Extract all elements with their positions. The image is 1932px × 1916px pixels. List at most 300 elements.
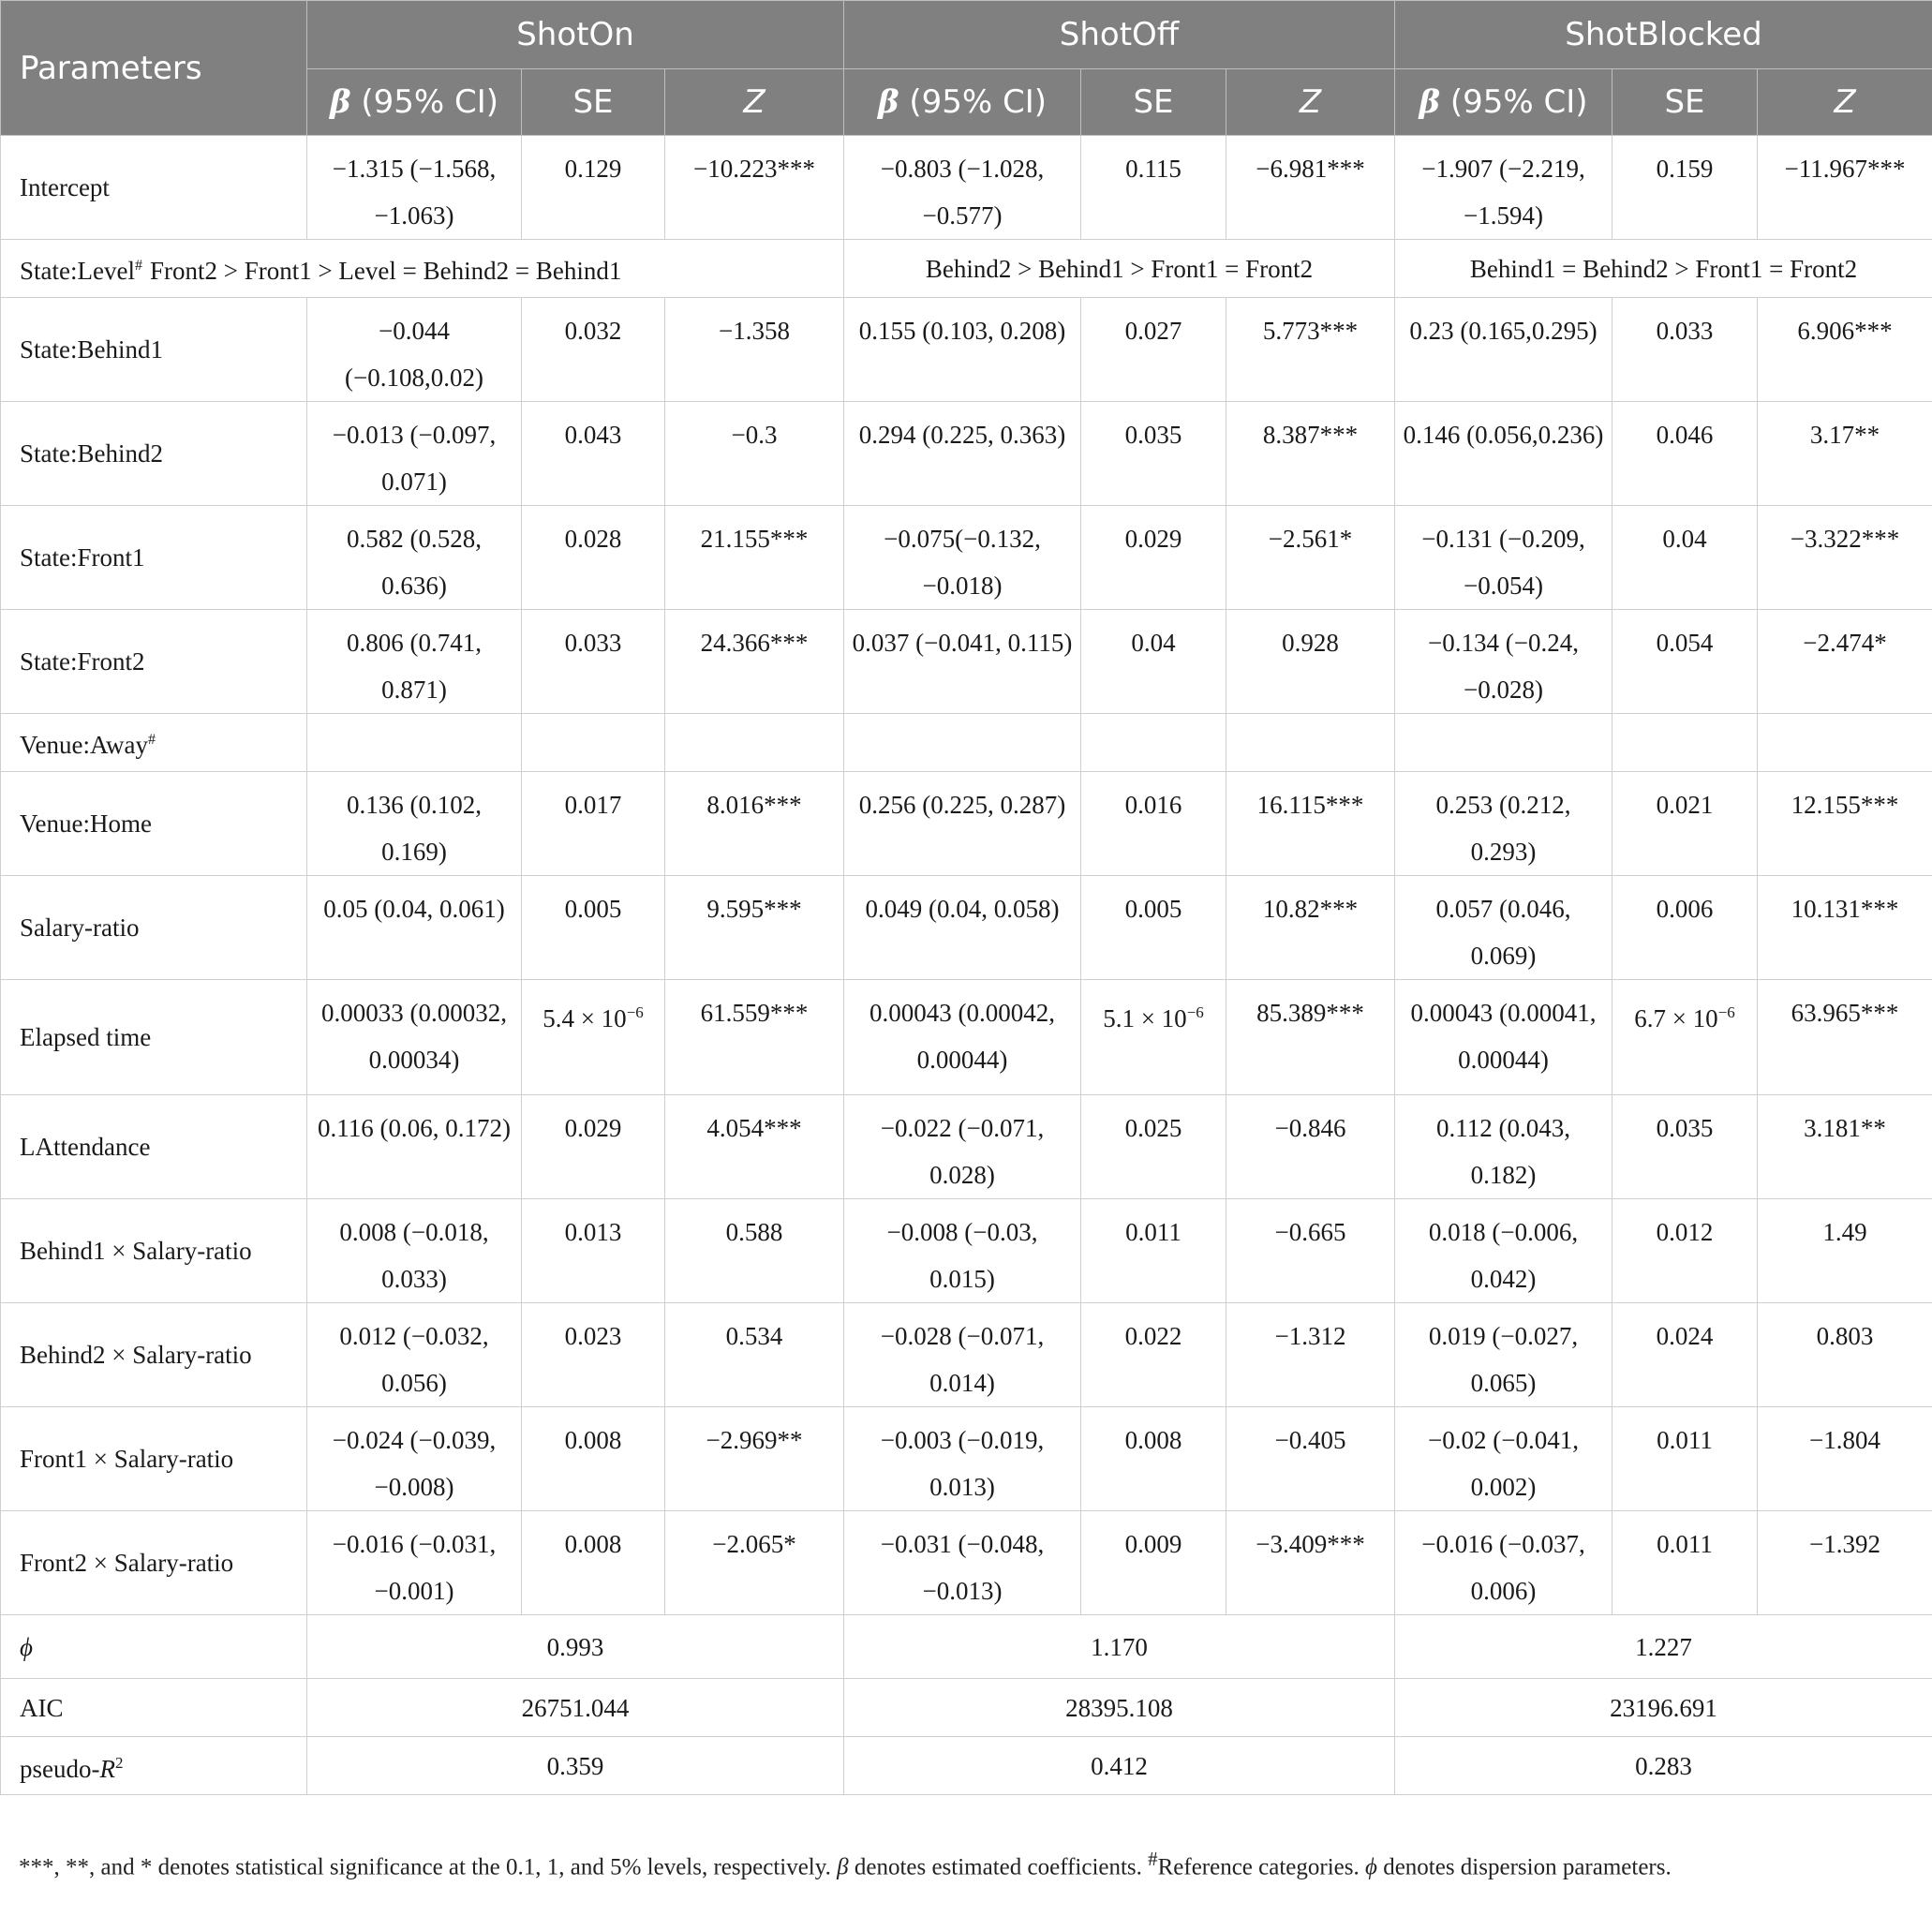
z-cell	[1226, 136, 1395, 240]
summary-value: 28395.108	[844, 1679, 1395, 1737]
table-row	[1, 402, 1932, 506]
se-cell	[1081, 298, 1226, 402]
beta-ci-cell	[844, 298, 1081, 402]
se-cell	[1081, 506, 1226, 610]
table-row	[1, 1199, 1932, 1303]
z-cell-value: −1.358	[719, 317, 790, 345]
summary-row-aic	[1, 1679, 1932, 1737]
beta-ci-cell	[307, 1095, 522, 1199]
model-header-shotblocked: ShotBlocked	[1395, 1, 1932, 69]
z-cell-value: 0.588	[725, 1218, 783, 1246]
z-cell	[1758, 772, 1932, 876]
z-cell	[1758, 610, 1932, 714]
row-parameter: Front2 × Salary-ratio	[1, 1511, 307, 1615]
se-cell	[1081, 1095, 1226, 1199]
z-cell-value: 0.928	[1282, 629, 1339, 657]
beta-ci-cell	[844, 1095, 1081, 1199]
z-cell	[1226, 506, 1395, 610]
se-cell-value: 0.006	[1656, 895, 1714, 923]
se-cell	[1081, 1303, 1226, 1407]
z-cell	[1226, 876, 1395, 980]
table-body	[1, 136, 1932, 1795]
summary-label-pseudo_r2	[1, 1737, 307, 1795]
state-level-shotoff: Behind2 > Behind1 > Front1 = Front2	[844, 240, 1395, 298]
empty-cell	[1226, 714, 1395, 772]
beta-ci-cell	[844, 1511, 1081, 1615]
z-cell-value: 85.389***	[1256, 999, 1364, 1027]
beta-ci-cell	[844, 980, 1081, 1095]
se-cell	[1081, 610, 1226, 714]
se-cell-value: 0.029	[564, 1114, 622, 1142]
z-cell-value: 12.155***	[1791, 791, 1899, 819]
z-cell-value: 3.17**	[1809, 421, 1880, 449]
z-label: Z	[743, 83, 765, 121]
empty-cell	[1081, 714, 1226, 772]
beta-ci-cell	[844, 610, 1081, 714]
se-cell	[1081, 876, 1226, 980]
beta-ci-cell	[1395, 876, 1612, 980]
se-header-shoton: SE	[522, 69, 665, 136]
beta-ci-cell	[844, 1199, 1081, 1303]
se-cell-value: 0.029	[1124, 525, 1182, 553]
se-cell-value: 0.046	[1656, 421, 1714, 449]
table-row	[1, 1511, 1932, 1615]
beta-symbol: β	[877, 83, 899, 121]
z-cell-value: −6.981***	[1256, 155, 1365, 183]
beta-ci-cell-value: −0.008 (−0.03, 0.015)	[886, 1218, 1038, 1293]
row-parameter: Salary-ratio	[1, 876, 307, 980]
se-header-shotoff: SE	[1081, 69, 1226, 136]
beta-ci-cell-value: −0.003 (−0.019, 0.013)	[880, 1426, 1045, 1501]
z-cell-value: −0.846	[1274, 1114, 1346, 1142]
se-cell	[522, 1407, 665, 1511]
beta-ci-cell-value: −1.907 (−2.219, −1.594)	[1421, 155, 1585, 230]
z-cell-value: −3.409***	[1256, 1530, 1365, 1558]
row-parameter: Front1 × Salary-ratio	[1, 1407, 307, 1511]
se-header-shotblocked: SE	[1612, 69, 1758, 136]
beta-ci-cell-value: −0.022 (−0.071, 0.028)	[880, 1114, 1045, 1189]
z-cell	[1226, 980, 1395, 1095]
se-cell-value: 5.4 × 10	[542, 1004, 627, 1032]
empty-cell	[1758, 714, 1932, 772]
beta-ci-header-shotblocked	[1395, 69, 1612, 136]
z-cell	[665, 772, 844, 876]
se-cell-value: 0.115	[1125, 155, 1181, 183]
row-parameter: LAttendance	[1, 1095, 307, 1199]
footnote-phi: ϕ	[1364, 1854, 1377, 1880]
se-cell-value: 0.011	[1657, 1530, 1713, 1558]
se-cell	[1612, 980, 1758, 1095]
ci-label: (95% CI)	[350, 83, 499, 121]
beta-ci-cell	[844, 402, 1081, 506]
beta-ci-cell	[307, 136, 522, 240]
se-cell-value: 0.017	[564, 791, 622, 819]
reference-mark: #	[134, 258, 142, 274]
z-cell-value: 10.82***	[1262, 895, 1359, 923]
z-cell-value: 24.366***	[700, 629, 809, 657]
se-cell	[1612, 1511, 1758, 1615]
z-label: Z	[1299, 83, 1322, 121]
se-cell-value: 0.008	[564, 1426, 622, 1454]
se-cell	[522, 1511, 665, 1615]
beta-ci-cell-value: 0.155 (0.103, 0.208)	[858, 317, 1066, 345]
table-row	[1, 1095, 1932, 1199]
se-cell	[522, 610, 665, 714]
beta-ci-cell-value: 0.037 (−0.041, 0.115)	[852, 629, 1073, 657]
row-parameter	[1, 714, 307, 772]
parameters-header: Parameters	[1, 1, 307, 136]
se-cell-value: 0.005	[1124, 895, 1182, 923]
r-exponent: 2	[114, 1753, 124, 1772]
beta-ci-cell-value: 0.146 (0.056,0.236)	[1403, 421, 1604, 449]
se-cell-value: 0.033	[564, 629, 622, 657]
beta-ci-cell	[1395, 1407, 1612, 1511]
se-cell-value: 0.009	[1124, 1530, 1182, 1558]
summary-row-phi	[1, 1615, 1932, 1679]
z-cell-value: −1.312	[1274, 1322, 1346, 1350]
z-cell	[665, 876, 844, 980]
beta-ci-cell	[307, 1407, 522, 1511]
beta-ci-cell-value: −0.013 (−0.097, 0.071)	[332, 421, 497, 496]
z-cell	[665, 298, 844, 402]
se-cell-value: 0.033	[1656, 317, 1714, 345]
beta-ci-cell	[307, 1199, 522, 1303]
beta-ci-cell	[307, 610, 522, 714]
empty-cell	[1395, 714, 1612, 772]
se-cell-value: 0.032	[564, 317, 622, 345]
beta-ci-cell-value: −0.016 (−0.037, 0.006)	[1421, 1530, 1585, 1605]
se-cell-value: 0.011	[1657, 1426, 1713, 1454]
beta-ci-cell	[844, 136, 1081, 240]
se-cell	[1081, 980, 1226, 1095]
ci-label: (95% CI)	[899, 83, 1048, 121]
beta-ci-cell	[307, 772, 522, 876]
beta-ci-cell-value: 0.057 (0.046, 0.069)	[1435, 895, 1571, 970]
z-cell-value: −11.967***	[1784, 155, 1906, 183]
model-header-shotoff: ShotOff	[844, 1, 1395, 69]
beta-ci-cell-value: 0.256 (0.225, 0.287)	[858, 791, 1066, 819]
se-cell-value: 0.022	[1124, 1322, 1182, 1350]
se-cell	[522, 402, 665, 506]
venue-away-row	[1, 714, 1932, 772]
reference-mark: #	[147, 732, 156, 748]
row-parameter: State:Front2	[1, 610, 307, 714]
z-cell-value: −1.392	[1809, 1530, 1880, 1558]
se-cell	[1081, 402, 1226, 506]
empty-cell	[1612, 714, 1758, 772]
z-cell-value: 5.773***	[1262, 317, 1359, 345]
z-cell	[1226, 1511, 1395, 1615]
beta-ci-header-shotoff	[844, 69, 1081, 136]
z-cell	[1758, 980, 1932, 1095]
se-cell-value: 0.035	[1656, 1114, 1714, 1142]
se-cell	[1612, 876, 1758, 980]
z-cell	[1758, 1407, 1932, 1511]
se-cell-value: 0.025	[1124, 1114, 1182, 1142]
beta-symbol: β	[1419, 83, 1441, 121]
summary-value: 0.283	[1395, 1737, 1932, 1795]
z-cell-value: 63.965***	[1791, 999, 1899, 1027]
se-cell-value: 0.035	[1124, 421, 1182, 449]
se-cell	[522, 506, 665, 610]
beta-ci-cell-value: −0.031 (−0.048, −0.013)	[880, 1530, 1045, 1605]
se-cell-value: 0.011	[1125, 1218, 1181, 1246]
se-cell	[522, 136, 665, 240]
se-cell-value: 0.013	[564, 1218, 622, 1246]
z-cell	[665, 610, 844, 714]
beta-ci-cell	[844, 772, 1081, 876]
beta-symbol: β	[329, 83, 351, 121]
beta-ci-cell-value: 0.019 (−0.027, 0.065)	[1428, 1322, 1579, 1397]
beta-ci-cell	[1395, 1199, 1612, 1303]
beta-ci-cell	[844, 1303, 1081, 1407]
beta-ci-cell-value: 0.05 (0.04, 0.061)	[323, 895, 505, 923]
row-parameter: State:Behind1	[1, 298, 307, 402]
se-cell	[1612, 298, 1758, 402]
beta-ci-cell	[1395, 506, 1612, 610]
z-cell-value: 21.155***	[700, 525, 809, 553]
z-cell-value: −0.3	[731, 421, 778, 449]
beta-ci-cell	[844, 506, 1081, 610]
row-parameter: Intercept	[1, 136, 307, 240]
model-header-shoton: ShotOn	[307, 1, 844, 69]
empty-cell	[844, 714, 1081, 772]
beta-ci-cell	[307, 876, 522, 980]
table-row	[1, 1303, 1932, 1407]
beta-ci-cell-value: −1.315 (−1.568, −1.063)	[332, 155, 497, 230]
se-cell	[1081, 1199, 1226, 1303]
se-exponent: −6	[626, 1003, 644, 1021]
beta-ci-cell-value: 0.112 (0.043, 0.182)	[1436, 1114, 1570, 1189]
se-exponent: −6	[1717, 1003, 1735, 1021]
se-cell	[522, 298, 665, 402]
z-cell	[1226, 1303, 1395, 1407]
beta-ci-cell	[1395, 772, 1612, 876]
pseudo-label: pseudo-	[20, 1754, 100, 1783]
state-level-order-shoton: Front2 > Front1 > Level = Behind2 = Behind1	[149, 257, 622, 285]
se-cell	[1612, 1095, 1758, 1199]
z-cell-value: 10.131***	[1791, 895, 1899, 923]
z-cell	[1226, 772, 1395, 876]
se-cell-value: 0.021	[1656, 791, 1714, 819]
se-cell	[1612, 1407, 1758, 1511]
beta-ci-cell	[844, 876, 1081, 980]
footnote-part1: ***, **, and * denotes statistical significance at the 0.1, 1, and 5% levels, respectively.	[19, 1854, 838, 1880]
se-cell	[1081, 136, 1226, 240]
z-header-shoton	[665, 69, 844, 136]
z-cell	[1758, 1511, 1932, 1615]
beta-ci-cell	[307, 506, 522, 610]
summary-value: 0.993	[307, 1615, 844, 1679]
z-cell	[1226, 1095, 1395, 1199]
table-row	[1, 298, 1932, 402]
z-cell-value: 61.559***	[700, 999, 809, 1027]
z-cell	[665, 1511, 844, 1615]
se-cell	[522, 772, 665, 876]
se-cell-value: 0.005	[564, 895, 622, 923]
beta-ci-cell-value: −0.075(−0.132, −0.018)	[884, 525, 1041, 600]
row-parameter: State:Front1	[1, 506, 307, 610]
se-cell	[522, 1199, 665, 1303]
z-cell	[665, 1199, 844, 1303]
summary-label-phi	[1, 1615, 307, 1679]
beta-ci-cell	[307, 402, 522, 506]
se-cell	[1612, 402, 1758, 506]
table-row	[1, 772, 1932, 876]
z-cell-value: −2.065*	[712, 1530, 796, 1558]
summary-value: 0.359	[307, 1737, 844, 1795]
beta-ci-cell-value: −0.044 (−0.108,0.02)	[345, 317, 483, 392]
empty-cell	[665, 714, 844, 772]
state-level-row	[1, 240, 1932, 298]
se-cell	[522, 980, 665, 1095]
summary-value: 23196.691	[1395, 1679, 1932, 1737]
z-cell-value: −10.223***	[693, 155, 815, 183]
beta-ci-cell	[844, 1407, 1081, 1511]
se-cell-value: 0.04	[1131, 629, 1176, 657]
se-cell	[1612, 772, 1758, 876]
beta-ci-cell-value: 0.116 (0.06, 0.172)	[318, 1114, 511, 1142]
z-cell-value: −2.969**	[706, 1426, 803, 1454]
se-exponent: −6	[1186, 1003, 1204, 1021]
beta-ci-cell-value: 0.008 (−0.018, 0.033)	[339, 1218, 489, 1293]
se-cell	[1612, 1303, 1758, 1407]
z-cell	[665, 402, 844, 506]
se-cell-value: 0.054	[1656, 629, 1714, 657]
z-cell	[665, 506, 844, 610]
table-row	[1, 506, 1932, 610]
beta-ci-cell-value: 0.00043 (0.00041, 0.00044)	[1410, 999, 1597, 1074]
se-cell-value: 0.043	[564, 421, 622, 449]
beta-ci-cell	[307, 1303, 522, 1407]
table-row	[1, 980, 1932, 1095]
se-cell-value: 0.008	[564, 1530, 622, 1558]
state-level-label: State:Level	[20, 257, 135, 285]
z-cell	[1226, 1407, 1395, 1511]
empty-cell	[307, 714, 522, 772]
z-cell	[1758, 136, 1932, 240]
z-cell-value: 6.906***	[1797, 317, 1893, 345]
z-cell	[665, 1407, 844, 1511]
z-cell-value: 0.534	[725, 1322, 783, 1350]
beta-ci-cell	[1395, 136, 1612, 240]
venue-away-label: Venue:Away	[20, 731, 148, 759]
beta-ci-cell-value: 0.806 (0.741, 0.871)	[347, 629, 482, 704]
beta-ci-cell-value: 0.294 (0.225, 0.363)	[858, 421, 1066, 449]
se-cell-value: 0.024	[1656, 1322, 1714, 1350]
se-cell	[522, 876, 665, 980]
footnote-part3: Reference categories.	[1157, 1854, 1365, 1880]
se-cell	[1081, 1407, 1226, 1511]
beta-ci-cell-value: −0.02 (−0.041, 0.002)	[1428, 1426, 1579, 1501]
z-cell	[1226, 298, 1395, 402]
z-cell	[1758, 876, 1932, 980]
se-cell-value: 0.023	[564, 1322, 622, 1350]
beta-ci-cell	[307, 298, 522, 402]
beta-ci-cell-value: 0.582 (0.528, 0.636)	[347, 525, 482, 600]
summary-value: 1.170	[844, 1615, 1395, 1679]
state-level-shotblocked: Behind1 = Behind2 > Front1 = Front2	[1395, 240, 1932, 298]
r-variable: R	[99, 1754, 115, 1783]
z-cell	[1758, 506, 1932, 610]
footnote-part4: denotes dispersion parameters.	[1376, 1854, 1672, 1880]
footnote-part2: denotes estimated coefficients.	[848, 1854, 1149, 1880]
se-cell-value: 0.016	[1124, 791, 1182, 819]
row-parameter: Behind2 × Salary-ratio	[1, 1303, 307, 1407]
se-cell-value: 0.129	[564, 155, 622, 183]
beta-ci-cell-value: 0.23 (0.165,0.295)	[1409, 317, 1598, 345]
z-cell	[1758, 1199, 1932, 1303]
beta-ci-cell	[1395, 298, 1612, 402]
z-cell-value: 0.803	[1816, 1322, 1874, 1350]
se-cell	[522, 1095, 665, 1199]
z-cell	[665, 136, 844, 240]
aic-label: AIC	[20, 1693, 64, 1722]
z-cell-value: −1.804	[1809, 1426, 1880, 1454]
beta-ci-header-shoton	[307, 69, 522, 136]
beta-ci-cell-value: 0.018 (−0.006, 0.042)	[1428, 1218, 1579, 1293]
se-cell-value: 6.7 × 10	[1634, 1004, 1718, 1032]
z-cell-value: 9.595***	[706, 895, 802, 923]
z-cell	[1758, 298, 1932, 402]
summary-label-aic	[1, 1679, 307, 1737]
beta-ci-cell	[1395, 1511, 1612, 1615]
footnote-hash: #	[1148, 1848, 1158, 1870]
row-parameter: Elapsed time	[1, 980, 307, 1095]
summary-value: 0.412	[844, 1737, 1395, 1795]
table-row	[1, 1407, 1932, 1511]
beta-ci-cell-value: −0.016 (−0.031, −0.001)	[332, 1530, 497, 1605]
beta-ci-cell	[1395, 1095, 1612, 1199]
se-cell	[1612, 610, 1758, 714]
se-cell	[1081, 772, 1226, 876]
row-parameter: Behind1 × Salary-ratio	[1, 1199, 307, 1303]
beta-ci-cell-value: −0.134 (−0.24, −0.028)	[1428, 629, 1579, 704]
se-cell	[1612, 506, 1758, 610]
z-cell-value: 3.181**	[1804, 1114, 1886, 1142]
beta-ci-cell	[307, 1511, 522, 1615]
z-cell	[1758, 1095, 1932, 1199]
beta-ci-cell-value: 0.00043 (0.00042, 0.00044)	[869, 999, 1055, 1074]
summary-value: 1.227	[1395, 1615, 1932, 1679]
z-cell	[1226, 1199, 1395, 1303]
z-cell	[1758, 1303, 1932, 1407]
beta-ci-cell	[1395, 980, 1612, 1095]
beta-ci-cell-value: 0.049 (0.04, 0.058)	[865, 895, 1060, 923]
se-cell	[1612, 136, 1758, 240]
beta-ci-cell-value: −0.131 (−0.209, −0.054)	[1421, 525, 1585, 600]
table-row	[1, 610, 1932, 714]
z-cell	[1226, 402, 1395, 506]
summary-row-pseudo_r2	[1, 1737, 1932, 1795]
beta-ci-cell	[307, 980, 522, 1095]
beta-ci-cell-value: 0.00033 (0.00032, 0.00034)	[321, 999, 507, 1074]
z-cell-value: 8.387***	[1262, 421, 1359, 449]
se-cell	[1612, 1199, 1758, 1303]
beta-ci-cell-value: −0.028 (−0.071, 0.014)	[880, 1322, 1045, 1397]
beta-ci-cell-value: −0.803 (−1.028, −0.577)	[880, 155, 1045, 230]
z-cell-value: −0.665	[1274, 1218, 1346, 1246]
state-level-shoton	[1, 240, 844, 298]
empty-cell	[522, 714, 665, 772]
se-cell-value: 0.027	[1124, 317, 1182, 345]
beta-ci-cell-value: 0.012 (−0.032, 0.056)	[339, 1322, 489, 1397]
z-cell-value: 1.49	[1822, 1218, 1867, 1246]
z-cell	[1226, 610, 1395, 714]
z-cell-value: −0.405	[1274, 1426, 1346, 1454]
z-cell-value: −2.474*	[1803, 629, 1887, 657]
beta-ci-cell-value: 0.253 (0.212, 0.293)	[1435, 791, 1571, 866]
